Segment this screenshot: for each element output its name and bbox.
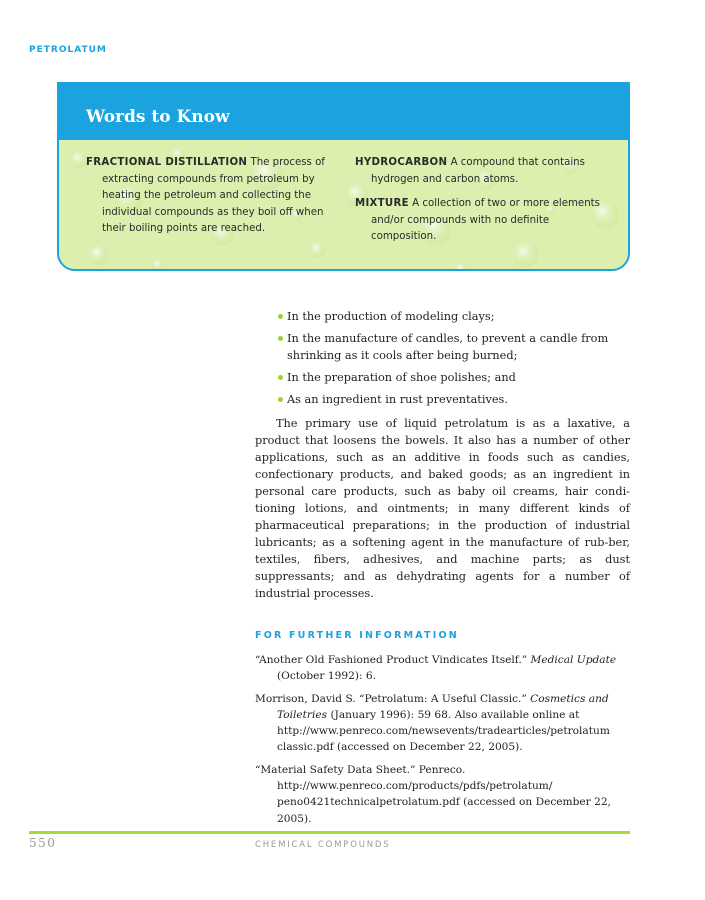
page-number: 550: [29, 836, 57, 850]
glossary-definition: A compound that contains hydrogen and carbon atoms.: [371, 157, 585, 185]
list-item: In the preparation of shoe polishes; and: [255, 369, 630, 386]
list-item: In the production of modeling clays;: [255, 308, 630, 325]
glossary-term: [355, 155, 617, 188]
further-info-heading: FOR FURTHER INFORMATION: [255, 630, 459, 641]
list-item: As an ingredient in rust preventatives.: [255, 391, 630, 408]
words-to-know-box: [57, 82, 630, 271]
reference-item: Morrison, David S. “Petrolatum: A Useful Classic.” Cosmetics and Toiletries (January 1996): 59 68. Also available online at http://www.penreco.com/newsevents/tradearticles/petrolatum classic.pdf (accessed on December 22, 2005).: [255, 692, 610, 754]
reference-list: [255, 652, 630, 833]
glossary-definition: The process of extracting compounds from petroleum by heating the petroleum and collecting the individual compounds as they boil off when their boiling points are reached.: [102, 157, 325, 234]
body-paragraph: The primary use of liquid petrolatum is as a laxative, a product that loosens the bowels. It also has a number of other applications, such as an additive in foods such as candies, confectionary products, and baked goods; as an ingredient in personal care products, such as baby oil creams, hair condi-tioning lotions, and ointments; in many different kinds of pharmaceutical preparations; in the production of industrial lubricants; as a softening agent in the manufacture of rub-ber, textiles, fibers, adhesives, and machine parts; as dust suppressants; and as dehydrating agents for a number of industrial processes.: [255, 417, 630, 600]
glossary-word: MIXTURE: [355, 198, 409, 209]
glossary-column-left: [86, 155, 340, 246]
glossary-definition: A collection of two or more elements and/or compounds with no definite composition.: [371, 198, 600, 242]
bullet-dot-icon: [278, 336, 283, 341]
book-title: CHEMICAL COMPOUNDS: [255, 840, 391, 850]
bullet-dot-icon: [278, 397, 283, 402]
glossary-term: [86, 155, 340, 238]
words-to-know-title: Words to Know: [86, 107, 230, 127]
bullet-dot-icon: [278, 375, 283, 380]
glossary-term: [355, 196, 617, 246]
glossary-column-right: [355, 155, 617, 254]
glossary-word: FRACTIONAL DISTILLATION: [86, 157, 248, 168]
main-text: [255, 308, 630, 602]
running-head: PETROLATUM: [29, 45, 107, 55]
glossary-word: HYDROCARBON: [355, 157, 448, 168]
bullet-dot-icon: [278, 314, 283, 319]
bullet-list: [255, 308, 630, 408]
words-to-know-header: [59, 84, 628, 140]
footer-rule: [29, 831, 630, 834]
reference-item: “Material Safety Data Sheet.” Penreco. http://www.penreco.com/products/pdfs/petrolatum/ peno0421technicalpetrolatum.pdf (accessed on December 22, 2005).: [255, 763, 611, 825]
list-item: In the manufacture of candles, to prevent a candle from shrinking as it cools after being burned;: [255, 330, 630, 364]
reference-item: “Another Old Fashioned Product Vindicates Itself.” Medical Update (October 1992): 6.: [255, 654, 617, 683]
